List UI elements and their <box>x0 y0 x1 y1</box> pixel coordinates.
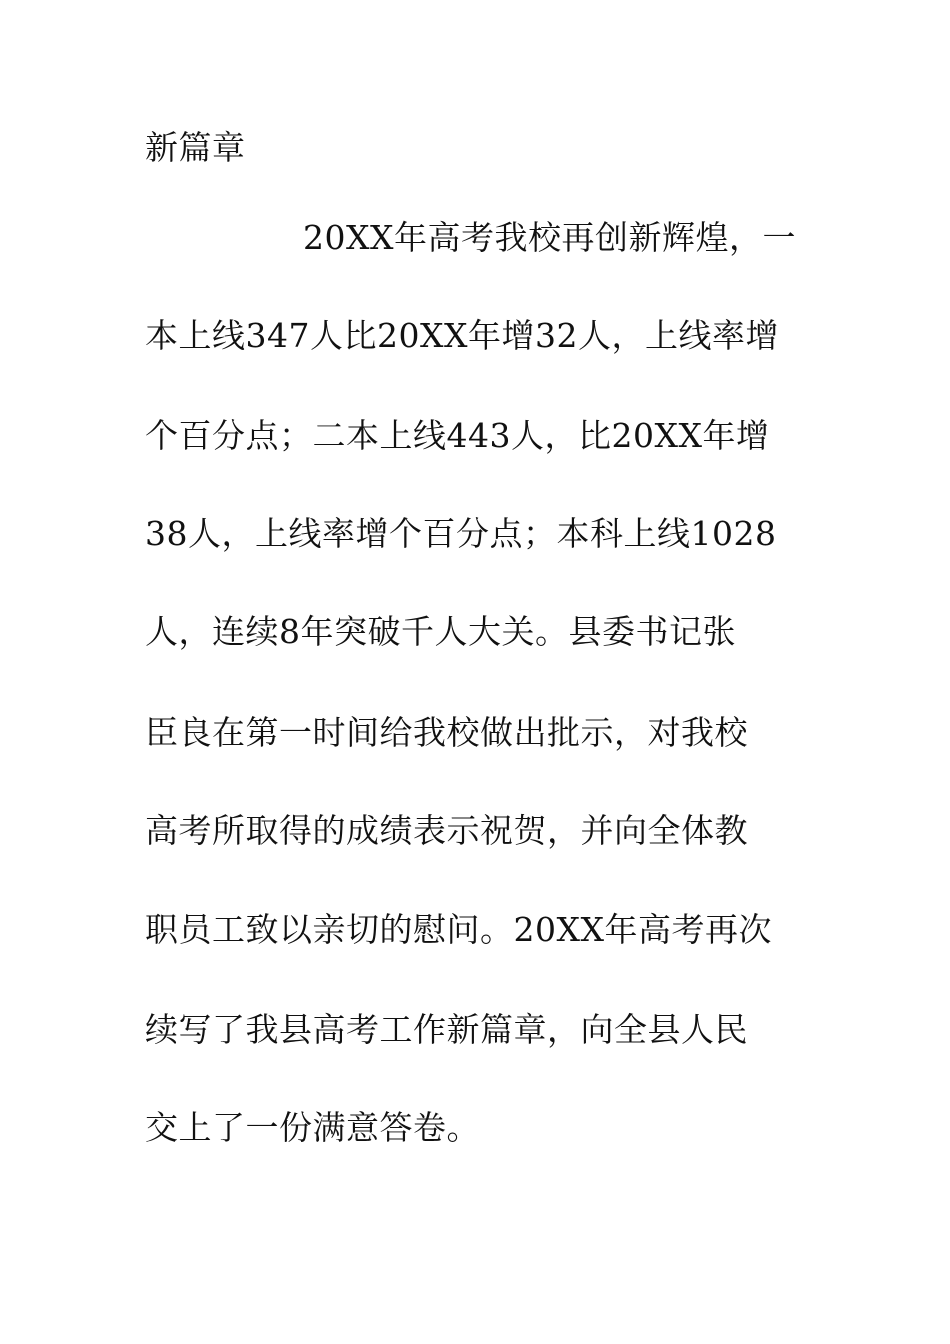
paragraph-line-8: 职员工致以亲切的慰问。20XX年高考再次 <box>145 910 772 949</box>
paragraph-line-9: 续写了我县高考工作新篇章，向全县人民 <box>145 1010 748 1049</box>
paragraph-line-4: 38人，上线率增个百分点；本科上线1028 <box>145 514 777 553</box>
paragraph-line-5: 人，连续8年突破千人大关。县委书记张 <box>145 612 736 651</box>
paragraph-line-6: 臣良在第一时间给我校做出批示，对我校 <box>145 713 748 752</box>
paragraph-line-3: 个百分点；二本上线443人，比20XX年增 <box>145 416 770 455</box>
paragraph-line-2: 本上线347人比20XX年增32人，上线率增 <box>145 316 779 355</box>
paragraph-line-7: 高考所取得的成绩表示祝贺，并向全体教 <box>145 811 748 850</box>
heading-line: 新篇章 <box>145 128 246 167</box>
paragraph-line-10: 交上了一份满意答卷。 <box>145 1108 480 1147</box>
paragraph-line-1: 20XX年高考我校再创新辉煌，一 <box>303 218 796 257</box>
